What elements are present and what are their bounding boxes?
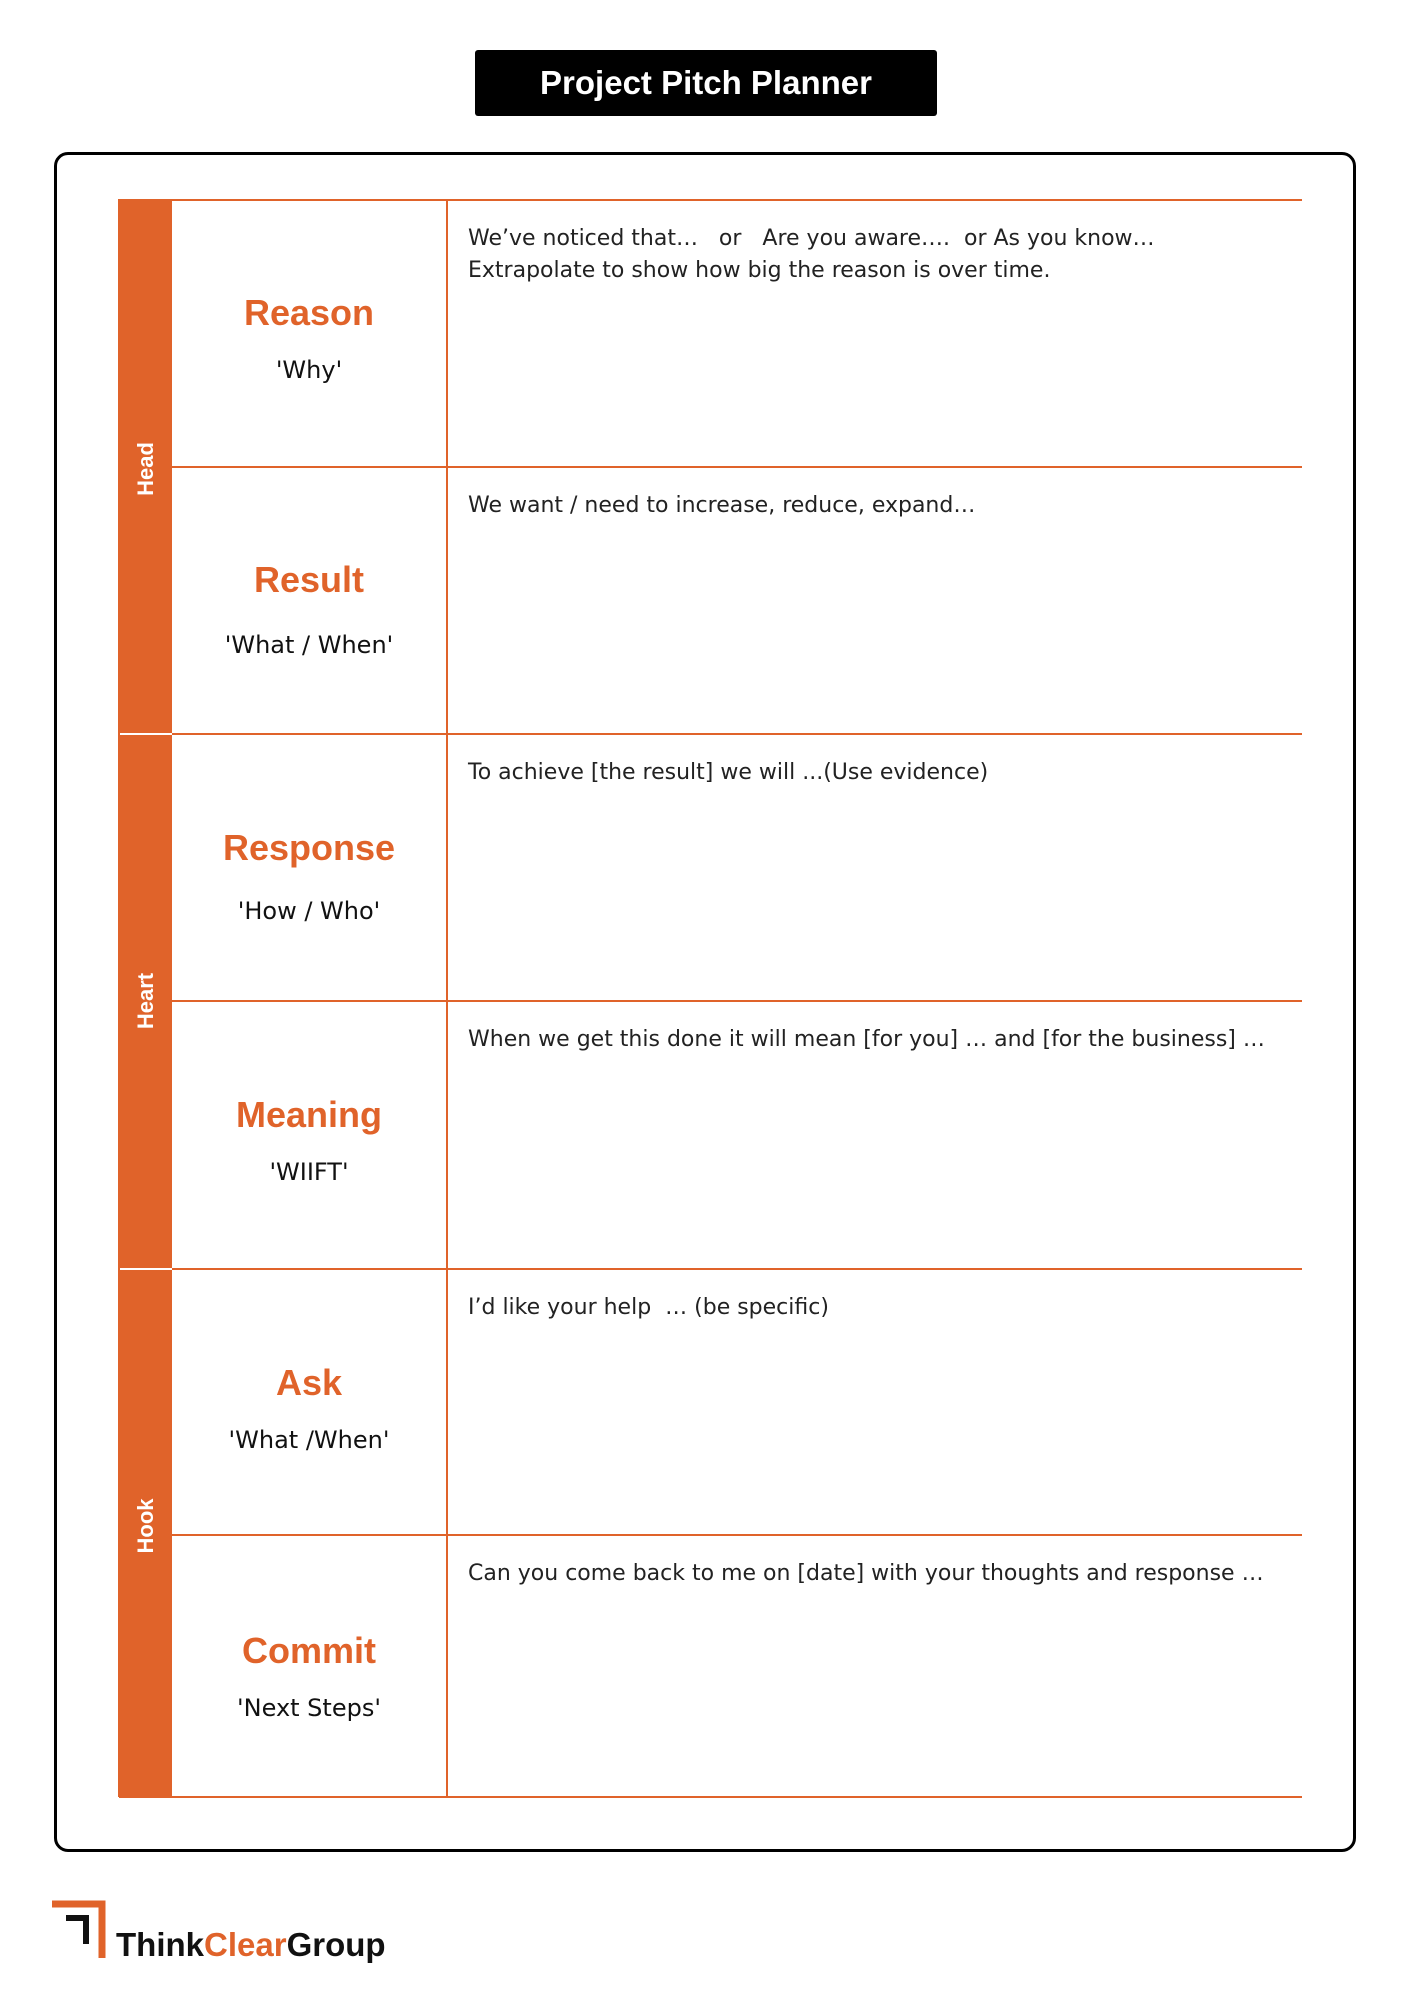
row-title: Commit <box>242 1630 376 1671</box>
prompt-line: Can you come back to me on [date] with your thoughts and response … <box>468 1561 1264 1586</box>
row-subtitle: 'Why' <box>275 356 343 384</box>
grid-row-line <box>172 1268 1302 1270</box>
row-title: Response <box>222 827 396 868</box>
section-label-hook: Hook <box>132 1498 158 1554</box>
grid-column-divider <box>446 199 448 1797</box>
band-divider <box>119 1268 172 1270</box>
row-prompt-meaning[interactable] <box>468 1024 1328 1056</box>
brand-name-group: Group <box>286 1926 386 1963</box>
brand-name-think: Think <box>116 1926 204 1963</box>
grid-bottom-line <box>119 1796 1302 1798</box>
brand-name <box>116 1926 386 1964</box>
row-title: Reason <box>243 292 375 333</box>
row-title: Ask <box>275 1362 343 1403</box>
row-subtitle: 'How / Who' <box>237 897 381 925</box>
row-prompt-ask[interactable] <box>468 1292 1328 1324</box>
section-band-hook <box>119 1268 172 1797</box>
row-title: Meaning <box>235 1094 382 1135</box>
grid-row-line <box>172 199 1302 201</box>
prompt-line: When we get this done it will mean [for you] … and [for the business] … <box>468 1027 1265 1052</box>
row-subtitle: 'What /When' <box>228 1426 390 1454</box>
row-heading-response <box>172 827 446 925</box>
page-title: Project Pitch Planner <box>475 50 937 116</box>
section-band-heart <box>119 733 172 1268</box>
section-label-heart: Heart <box>132 972 158 1030</box>
prompt-line: We want / need to increase, reduce, expand… <box>468 493 976 518</box>
row-prompt-commit[interactable] <box>468 1558 1328 1590</box>
prompt-line: We’ve noticed that… or Are you aware…. or As you know… <box>468 226 1155 251</box>
row-subtitle: 'WIIFT' <box>269 1158 349 1186</box>
section-label-head: Head <box>132 442 158 496</box>
grid-row-line <box>172 466 1302 468</box>
row-heading-meaning <box>172 1094 446 1186</box>
planner-frame <box>54 152 1356 1852</box>
row-title: Result <box>253 559 365 600</box>
row-subtitle: 'What / When' <box>224 631 394 659</box>
row-prompt-reason[interactable] <box>468 223 1328 287</box>
prompt-line: I’d like your help … (be specific) <box>468 1295 829 1320</box>
row-heading-reason <box>172 292 446 384</box>
prompt-line: Extrapolate to show how big the reason is over time. <box>468 258 1051 283</box>
section-band-head <box>119 199 172 733</box>
band-divider <box>119 733 172 735</box>
row-heading-ask <box>172 1362 446 1454</box>
row-heading-commit <box>172 1630 446 1722</box>
grid-row-line <box>172 1534 1302 1536</box>
grid-left-edge <box>118 199 120 1797</box>
prompt-line: To achieve [the result] we will ...(Use evidence) <box>468 760 989 785</box>
grid-row-line <box>172 1000 1302 1002</box>
row-prompt-response[interactable] <box>468 757 1328 789</box>
row-heading-result <box>172 559 446 659</box>
brand-logo <box>50 1900 450 1963</box>
row-subtitle: 'Next Steps' <box>237 1694 381 1722</box>
brand-name-clear: Clear <box>204 1926 287 1963</box>
row-prompt-result[interactable] <box>468 490 1328 522</box>
bracket-logo-icon <box>50 1900 110 1960</box>
grid-row-line <box>172 733 1302 735</box>
